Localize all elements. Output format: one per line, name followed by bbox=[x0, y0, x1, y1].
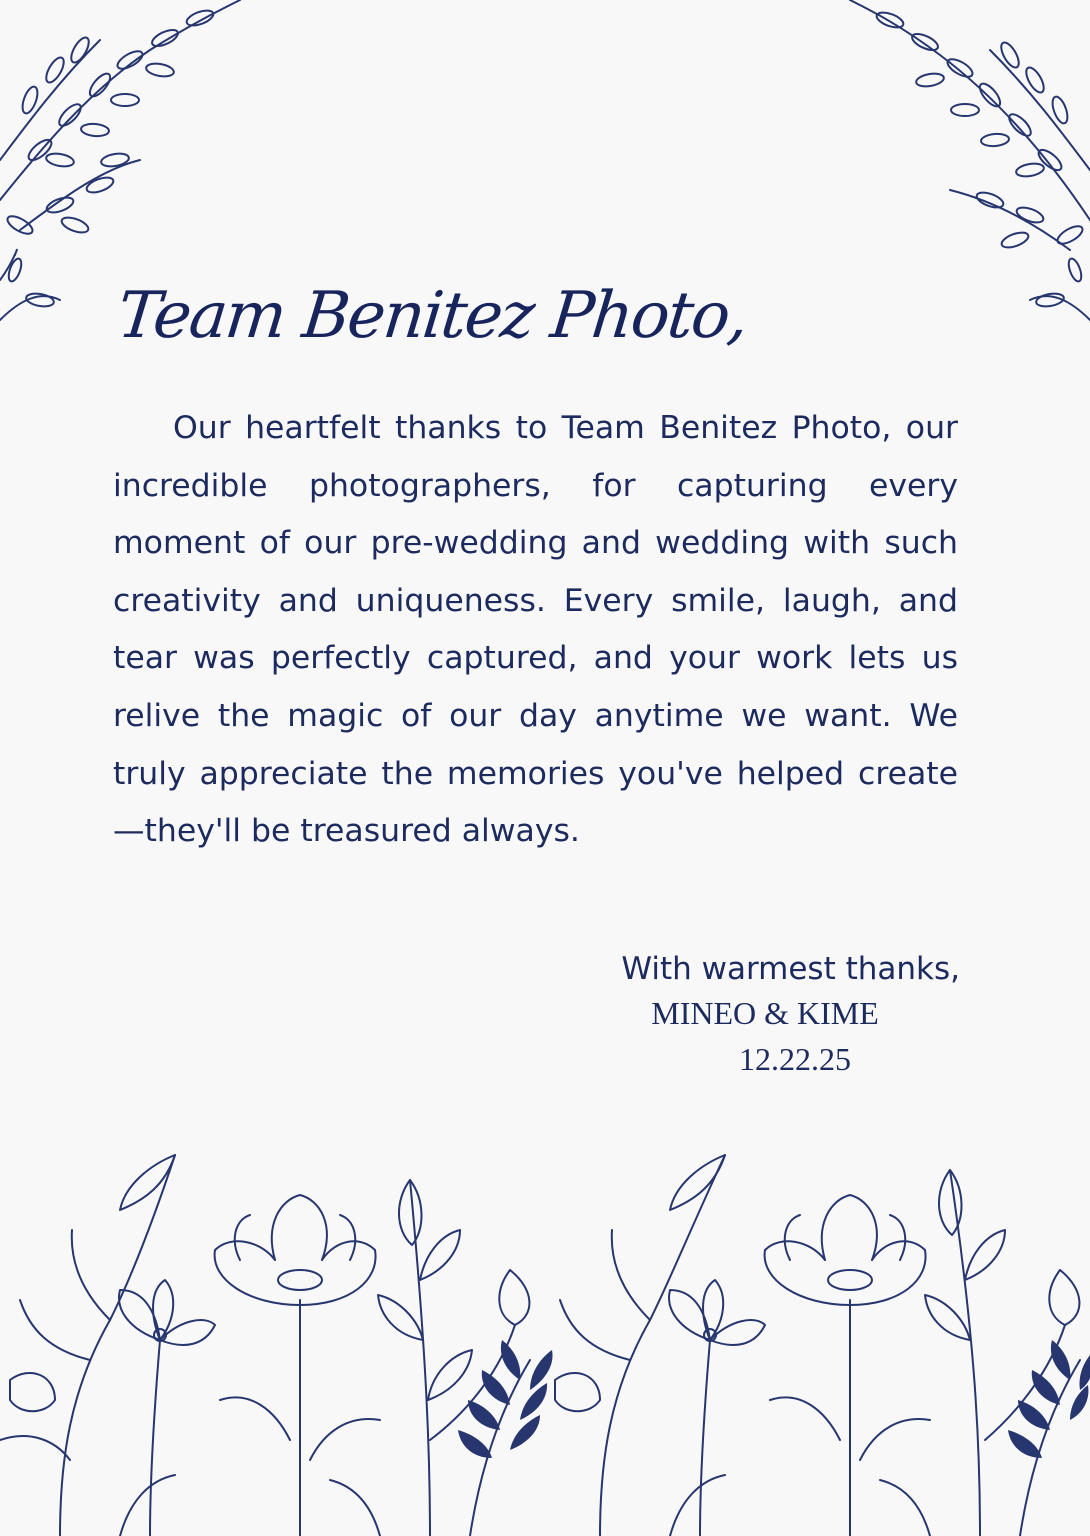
top-right-branch-illustration bbox=[840, 0, 1090, 330]
letter-date: 12.22.25 bbox=[739, 1041, 851, 1077]
letter-heading: Team Benitez Photo, bbox=[114, 279, 751, 353]
letter-body: Our heartfelt thanks to Team Benitez Photo, our incredible photographers, for capturing every moment of our pre-wedding and wedding with such creativity and uniqueness. Every smile, laugh, and tear was perfectly captured, and your work lets us relive the magic of our day anytime we want. We truly appreciate the memories you've helped create—they'll be treasured always. bbox=[113, 410, 958, 850]
bottom-floral-border-illustration bbox=[0, 1140, 1090, 1536]
letter-signature: MINEO & KIME bbox=[651, 995, 879, 1031]
letter-closing: With warmest thanks, bbox=[621, 951, 960, 987]
